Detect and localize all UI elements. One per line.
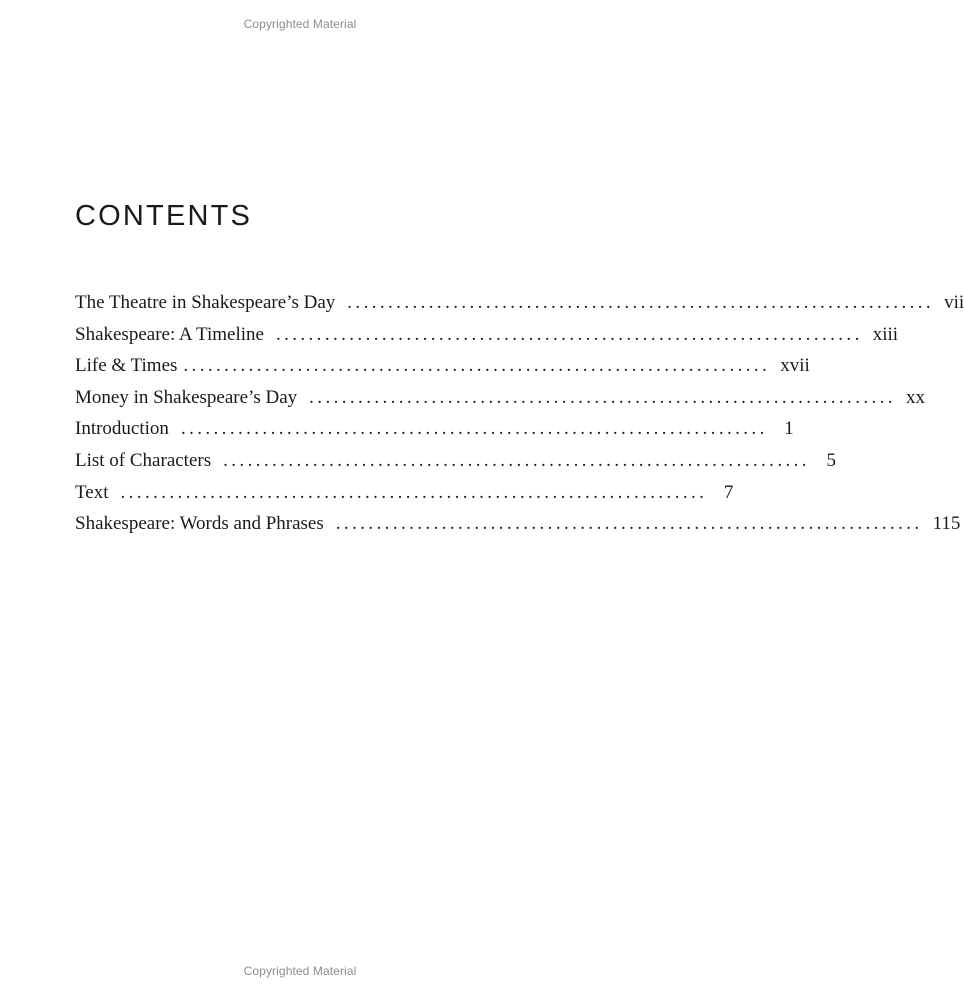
copyright-watermark-bottom: Copyrighted Material: [243, 964, 357, 978]
dot-leader: ........................................................................: [309, 386, 896, 408]
toc-entry: [75, 481, 734, 514]
dot-leader: ........................................................................: [335, 513, 923, 535]
toc-entry-page: xx: [905, 386, 925, 408]
toc-entry: [75, 449, 836, 482]
toc-entry-page: 7: [723, 481, 734, 503]
toc-entry: [75, 418, 794, 450]
dot-leader: ........................................................................: [223, 449, 810, 471]
toc-entry-title: Shakespeare: A Timeline: [75, 323, 264, 345]
toc-entry-title: Shakespeare: Words and Phrases: [75, 513, 324, 535]
dot-leader: ........................................................................: [180, 418, 768, 440]
toc-entry-page: vii: [944, 292, 964, 313]
toc-entry-title: List of Characters: [75, 449, 212, 471]
toc-entry: [75, 292, 964, 324]
toc-entry: [75, 386, 925, 419]
copyright-watermark-top: Copyrighted Material: [243, 17, 357, 31]
dot-leader: ........................................................................: [275, 323, 863, 345]
dot-leader: ........................................................................: [183, 355, 771, 377]
toc-entry-page: 5: [826, 449, 836, 471]
toc-entry-page: xvii: [780, 355, 810, 377]
toc-entry: [75, 323, 899, 356]
toc-entry-page: 115: [932, 513, 961, 535]
toc-entry-title: Life & Times: [75, 355, 178, 377]
page-title: CONTENTS: [75, 200, 253, 232]
toc-entry: [75, 355, 810, 387]
dot-leader: ........................................................................: [347, 292, 935, 313]
table-of-contents: [75, 292, 964, 545]
toc-entry-title: The Theatre in Shakespeare’s Day: [75, 292, 336, 313]
toc-entry-title: Introduction: [75, 418, 169, 440]
toc-entry: [75, 513, 961, 545]
dot-leader: ........................................................................: [120, 481, 708, 503]
toc-entry-page: xiii: [872, 323, 899, 345]
toc-entry-title: Text: [75, 481, 109, 503]
toc-entry-page: 1: [784, 418, 794, 440]
toc-entry-title: Money in Shakespeare’s Day: [75, 386, 298, 408]
